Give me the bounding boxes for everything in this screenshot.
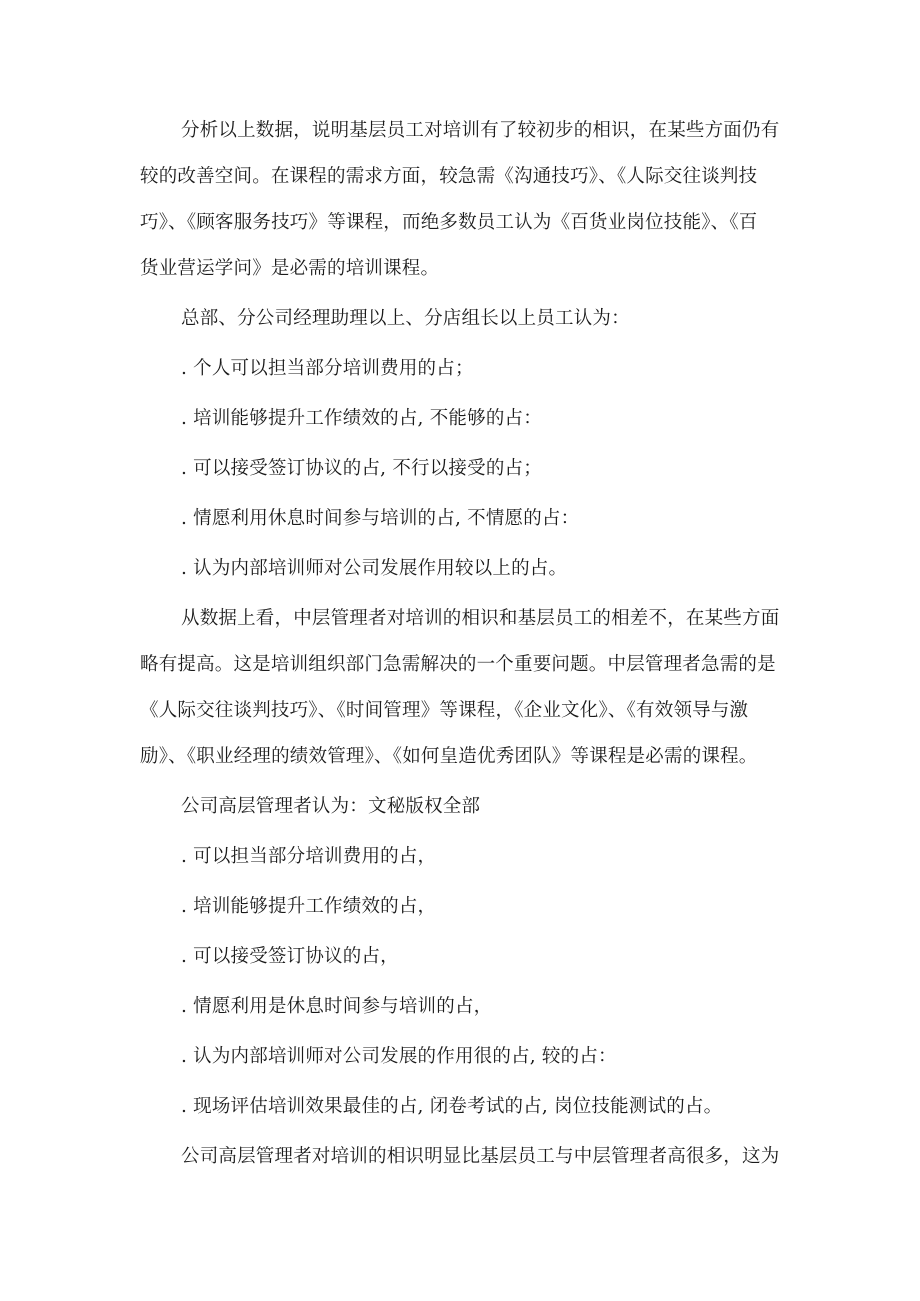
list-item [140, 934, 785, 980]
text-line: 略有提高。这是培训组织部门急需解决的一个重要问题。中层管理者急需的是 [140, 654, 776, 675]
text-line: . 认为内部培训师对公司发展的作用很的占, 较的占： [181, 1046, 617, 1067]
list-item [140, 984, 785, 1030]
list-item [140, 446, 785, 492]
list-item [140, 834, 785, 880]
text-line: . 可以接受签订协议的占， [181, 946, 399, 967]
text-line: 公司高层管理者认为：文秘版权全部 [181, 796, 481, 817]
list-item [140, 1084, 785, 1130]
text-line: 从数据上看，中层管理者对培训的相识和基层员工的相差不，在某些方面 [181, 608, 780, 629]
paragraph [140, 784, 785, 830]
list-item [140, 1034, 785, 1080]
list-item [140, 546, 785, 592]
text-line: . 培训能够提升工作绩效的占, 不能够的占： [181, 408, 542, 429]
text-line: . 现场评估培训效果最佳的占, 闭卷考试的占, 岗位技能测试的占。 [181, 1096, 723, 1117]
text-line: . 情愿利用休息时间参与培训的占, 不情愿的占： [181, 508, 580, 529]
text-line: . 情愿利用是休息时间参与培训的占， [181, 996, 493, 1017]
text-line: . 认为内部培训师对公司发展作用较以上的占。 [181, 558, 568, 579]
paragraph [140, 296, 785, 342]
text-line: 励》、《职业经理的绩效管理》、《如何皇造优秀团队》等课程是必需的课程。 [140, 746, 758, 767]
list-item [140, 396, 785, 442]
text-line: 较的改善空间。在课程的需求方面，较急需《沟通技巧》、《人际交往谈判技 [140, 166, 758, 187]
text-line: 公司高层管理者对培训的相识明显比基层员工与中层管理者高很多，这为 [181, 1146, 780, 1167]
text-line: . 可以接受签订协议的占, 不行以接受的占； [181, 458, 542, 479]
paragraph [140, 108, 785, 292]
text-line: 分析以上数据，说明基层员工对培训有了较初步的相识，在某些方面仍有 [181, 120, 780, 141]
text-line: . 个人可以担当部分培训费用的占； [181, 358, 474, 379]
list-item [140, 496, 785, 542]
text-line: 总部、分公司经理助理以上、分店组长以上员工认为： [181, 308, 630, 329]
paragraph [140, 1134, 785, 1180]
document-page [140, 108, 785, 1184]
text-line: 巧》、《顾客服务技巧》等课程，而绝多数员工认为《百货业岗位技能》、《百 [140, 212, 758, 233]
list-item [140, 884, 785, 930]
text-line: . 培训能够提升工作绩效的占， [181, 896, 437, 917]
list-item [140, 346, 785, 392]
paragraph [140, 596, 785, 780]
text-line: . 可以担当部分培训费用的占， [181, 846, 437, 867]
text-line: 货业营运学问》是必需的培训课程。 [140, 258, 440, 279]
text-line: 《人际交往谈判技巧》、《时间管理》等课程，《企业文化》、《有效领导与激 [140, 700, 749, 721]
